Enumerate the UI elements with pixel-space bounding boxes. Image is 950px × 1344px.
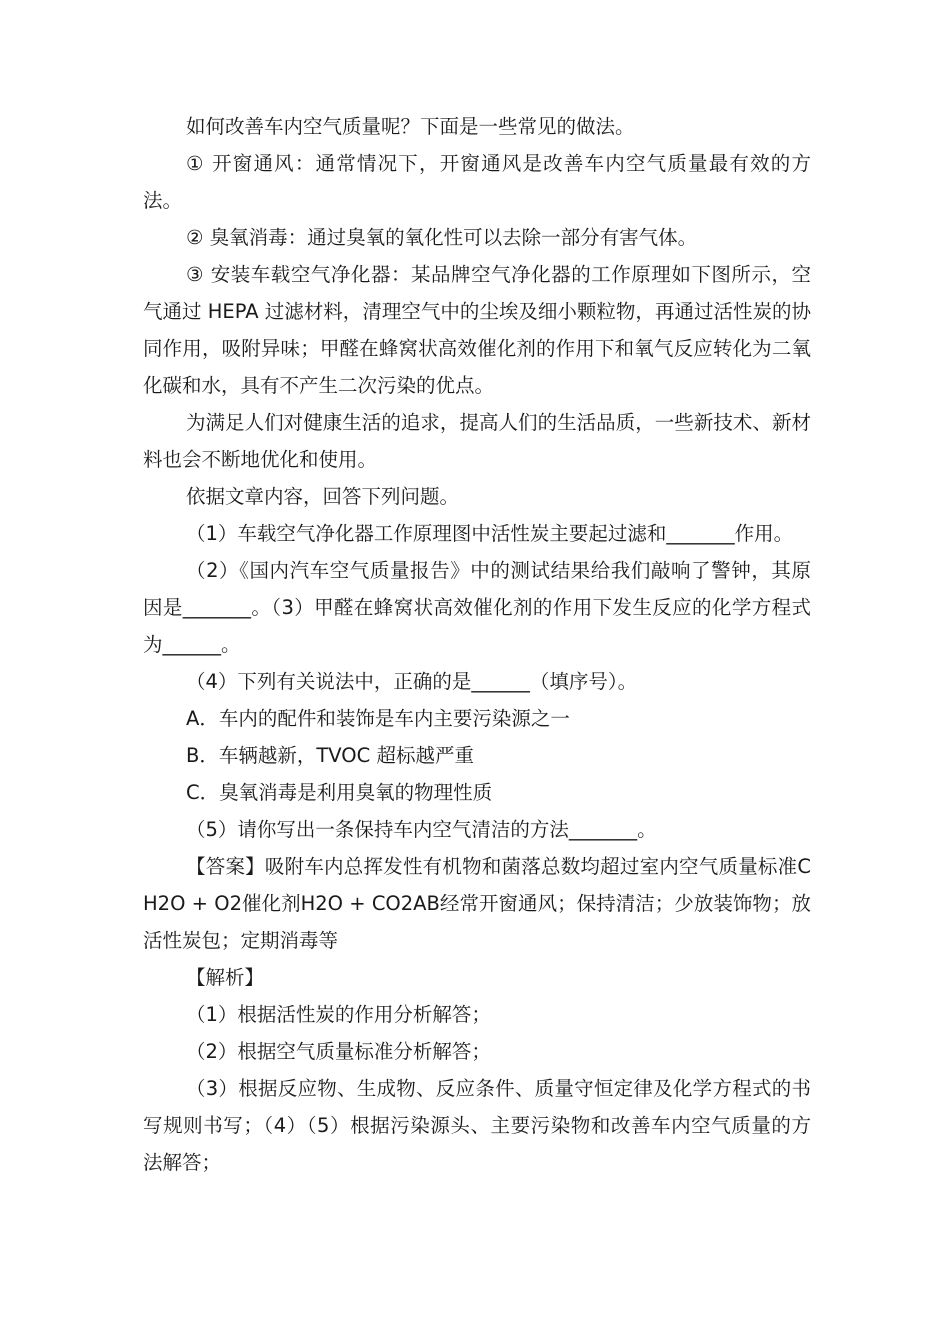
document-body	[143, 108, 811, 1181]
question-2-3: （2）《国内汽车空气质量报告》中的测试结果给我们敲响了警钟，其原因是_______。（3）甲醛在蜂窝状高效催化剂的作用下发生反应的化学方程式为______。	[143, 559, 811, 656]
method-ozone: ② 臭氧消毒：通过臭氧的氧化性可以去除一部分有害气体。	[186, 226, 698, 249]
method-air-purifier: ③ 安装车载空气净化器：某品牌空气净化器的工作原理如下图所示，空气通过 HEPA 过滤材料，清理空气中的尘埃及细小颗粒物，再通过活性炭的协同作用，吸附异味；甲醛在蜂窝状高效催化剂的作用下和氧气反应转化为二氧化碳和水，具有不产生二次污染的优点。	[143, 263, 811, 397]
question-4: （4）下列有关说法中，正确的是______（填序号）。	[186, 670, 638, 693]
option-a: A．车内的配件和装饰是车内主要污染源之一	[186, 707, 570, 730]
option-c: C．臭氧消毒是利用臭氧的物理性质	[186, 781, 493, 804]
new-technology-paragraph: 为满足人们对健康生活的追求，提高人们的生活品质，一些新技术、新材料也会不断地优化和使用。	[143, 411, 811, 471]
analysis-2: （2）根据空气质量标准分析解答；	[186, 1040, 491, 1063]
question-1: （1）车载空气净化器工作原理图中活性炭主要起过滤和_______作用。	[186, 522, 794, 545]
option-b: B．车辆越新，TVOC 超标越严重	[186, 744, 474, 767]
analysis-heading: 【解析】	[186, 966, 265, 989]
method-ventilation: ① 开窗通风：通常情况下，开窗通风是改善车内空气质量最有效的方法。	[143, 152, 811, 212]
question-5: （5）请你写出一条保持车内空气清洁的方法_______。	[186, 818, 657, 841]
intro-paragraph: 如何改善车内空气质量呢？下面是一些常见的做法。	[186, 115, 635, 138]
answer-paragraph: 【答案】吸附车内总挥发性有机物和菌落总数均超过室内空气质量标准CH2O + O2催化剂H2O + CO2AB经常开窗通风；保持清洁；少放装饰物；放活性炭包；定期消毒等	[143, 855, 811, 952]
analysis-3-5: （3）根据反应物、生成物、反应条件、质量守恒定律及化学方程式的书写规则书写；（4）（5）根据污染源头、主要污染物和改善车内空气质量的方法解答；	[143, 1077, 811, 1174]
analysis-1: （1）根据活性炭的作用分析解答；	[186, 1003, 491, 1026]
questions-intro: 依据文章内容，回答下列问题。	[186, 485, 460, 508]
